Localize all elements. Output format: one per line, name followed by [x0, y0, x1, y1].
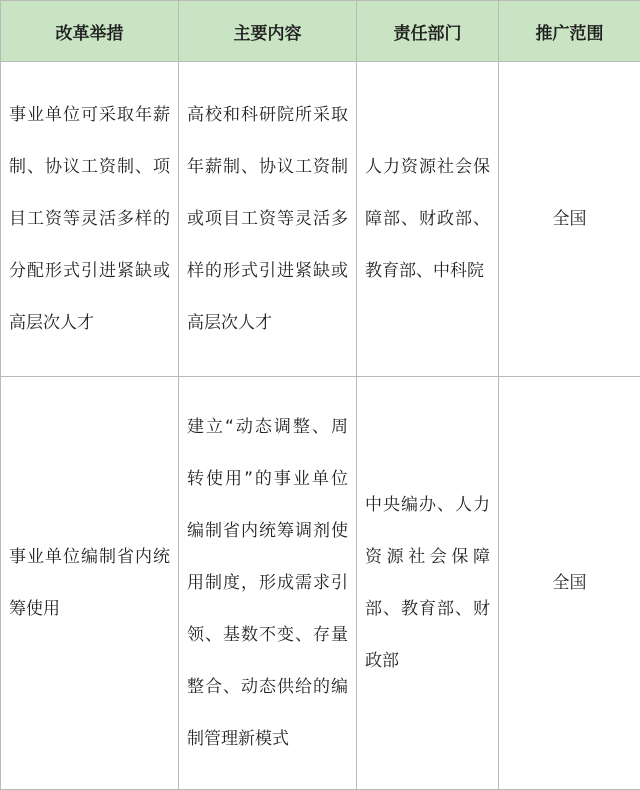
scope-text: 全国	[553, 573, 587, 593]
scope-cell	[499, 377, 640, 790]
department-text: 人力资源社会保障部、财政部、教育部、中科院	[357, 141, 498, 297]
content-cell	[179, 62, 357, 377]
header-scope: 推广范围	[499, 1, 640, 62]
header-row	[1, 1, 640, 62]
department-cell	[357, 377, 499, 790]
content-text: 高校和科研院所采取年薪制、协议工资制或项目工资等灵活多样的形式引进紧缺或高层次人才	[179, 89, 356, 349]
header-measure: 改革举措	[1, 1, 179, 62]
content-cell	[179, 377, 357, 790]
department-cell	[357, 62, 499, 377]
department-text: 中央编办、人力资源社会保障部、教育部、财政部	[357, 479, 498, 687]
measure-cell	[1, 377, 179, 790]
measure-cell	[1, 62, 179, 377]
scope-text: 全国	[553, 209, 587, 229]
measure-text: 事业单位可采取年薪制、协议工资制、项目工资等灵活多样的分配形式引进紧缺或高层次人才	[1, 89, 178, 349]
table-row	[1, 377, 640, 790]
table-row	[1, 62, 640, 377]
scope-cell	[499, 62, 640, 377]
header-content: 主要内容	[179, 1, 357, 62]
measure-text: 事业单位编制省内统筹使用	[1, 531, 178, 635]
content-text: 建立“动态调整、周转使用”的事业单位编制省内统筹调剂使用制度，形成需求引领、基数不变、存量整合、动态供给的编制管理新模式	[179, 401, 356, 765]
header-department: 责任部门	[357, 1, 499, 62]
